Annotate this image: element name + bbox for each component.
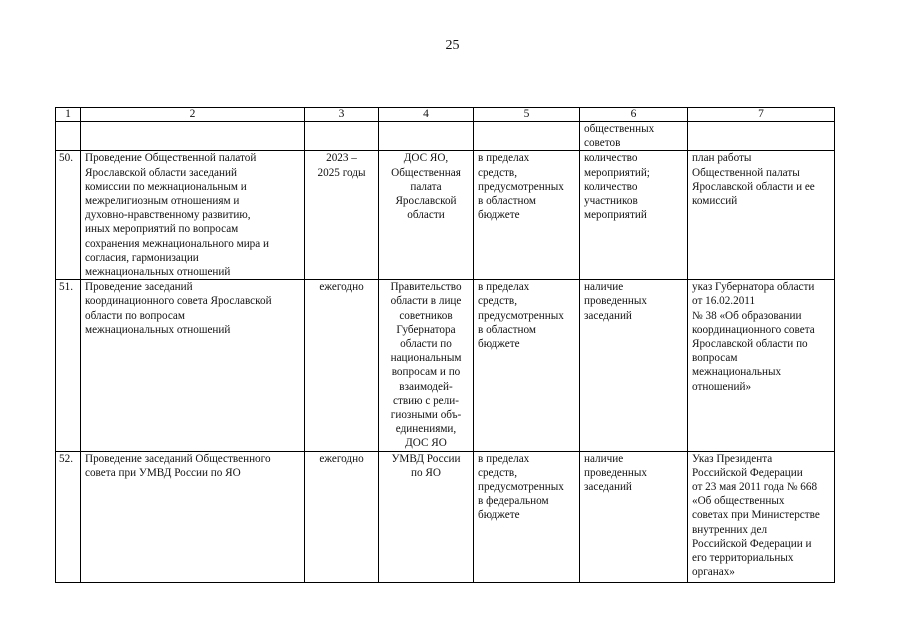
event-name-cell: Проведение заседаний координационного совета Ярославской области по вопросам межнациональных отношений <box>81 280 305 451</box>
indicator-cell: наличие проведенных заседаний <box>580 451 688 582</box>
header-cell: 6 <box>580 108 688 122</box>
executor-cell <box>379 122 474 151</box>
header-cell: 5 <box>474 108 580 122</box>
period-cell: ежегодно <box>305 280 379 451</box>
basis-cell: план работы Общественной палаты Ярославской области и ее комиссий <box>688 151 835 280</box>
table-row <box>56 151 835 280</box>
row-number: 52. <box>56 451 81 582</box>
header-cell: 7 <box>688 108 835 122</box>
page-number: 25 <box>445 38 460 53</box>
period-cell: 2023 – 2025 годы <box>305 151 379 280</box>
period-cell: ежегодно <box>305 451 379 582</box>
funding-cell: в пределах средств, предусмотренных в областном бюджете <box>474 280 580 451</box>
basis-cell <box>688 122 835 151</box>
event-name-cell: Проведение заседаний Общественного совета при УМВД России по ЯО <box>81 451 305 582</box>
basis-cell: указ Губернатора области от 16.02.2011 № 38 «Об образовании координационного совета Ярославской области по вопросам межнациональных отношений» <box>688 280 835 451</box>
funding-cell: в пределах средств, предусмотренных в федеральном бюджете <box>474 451 580 582</box>
indicator-cell: наличие проведенных заседаний <box>580 280 688 451</box>
event-name-cell: Проведение Общественной палатой Ярославской области заседаний комиссии по межнациональным и межрелигиозным отношениям и духовно-нравственному развитию, иных мероприятий по вопросам сохранения межнационального мира и согласия, гармонизации межнациональных отношений <box>81 151 305 280</box>
row-number: 51. <box>56 280 81 451</box>
indicator-cell: количество мероприятий; количество участников мероприятий <box>580 151 688 280</box>
funding-cell: в пределах средств, предусмотренных в областном бюджете <box>474 151 580 280</box>
table-row <box>56 451 835 582</box>
funding-cell <box>474 122 580 151</box>
event-name-cell <box>81 122 305 151</box>
basis-cell: Указ Президента Российской Федерации от 23 мая 2011 года № 668 «Об общественных советах при Министерстве внутренних дел Российской Федерации и его территориальных органах» <box>688 451 835 582</box>
executor-cell: ДОС ЯО, Общественная палата Ярославской области <box>379 151 474 280</box>
plan-table <box>55 107 835 583</box>
table-row <box>56 280 835 451</box>
header-cell: 4 <box>379 108 474 122</box>
header-cell: 2 <box>81 108 305 122</box>
period-cell <box>305 122 379 151</box>
header-cell: 1 <box>56 108 81 122</box>
executor-cell: УМВД России по ЯО <box>379 451 474 582</box>
indicator-cell: общественных советов <box>580 122 688 151</box>
row-number <box>56 122 81 151</box>
header-cell: 3 <box>305 108 379 122</box>
executor-cell: Правительство области в лице советников Губернатора области по национальным вопросам и по взаимодей- ствию с рели- гиозными объ- единениями, ДОС ЯО <box>379 280 474 451</box>
row-number: 50. <box>56 151 81 280</box>
table-row <box>56 122 835 151</box>
table-header-row <box>56 108 835 122</box>
